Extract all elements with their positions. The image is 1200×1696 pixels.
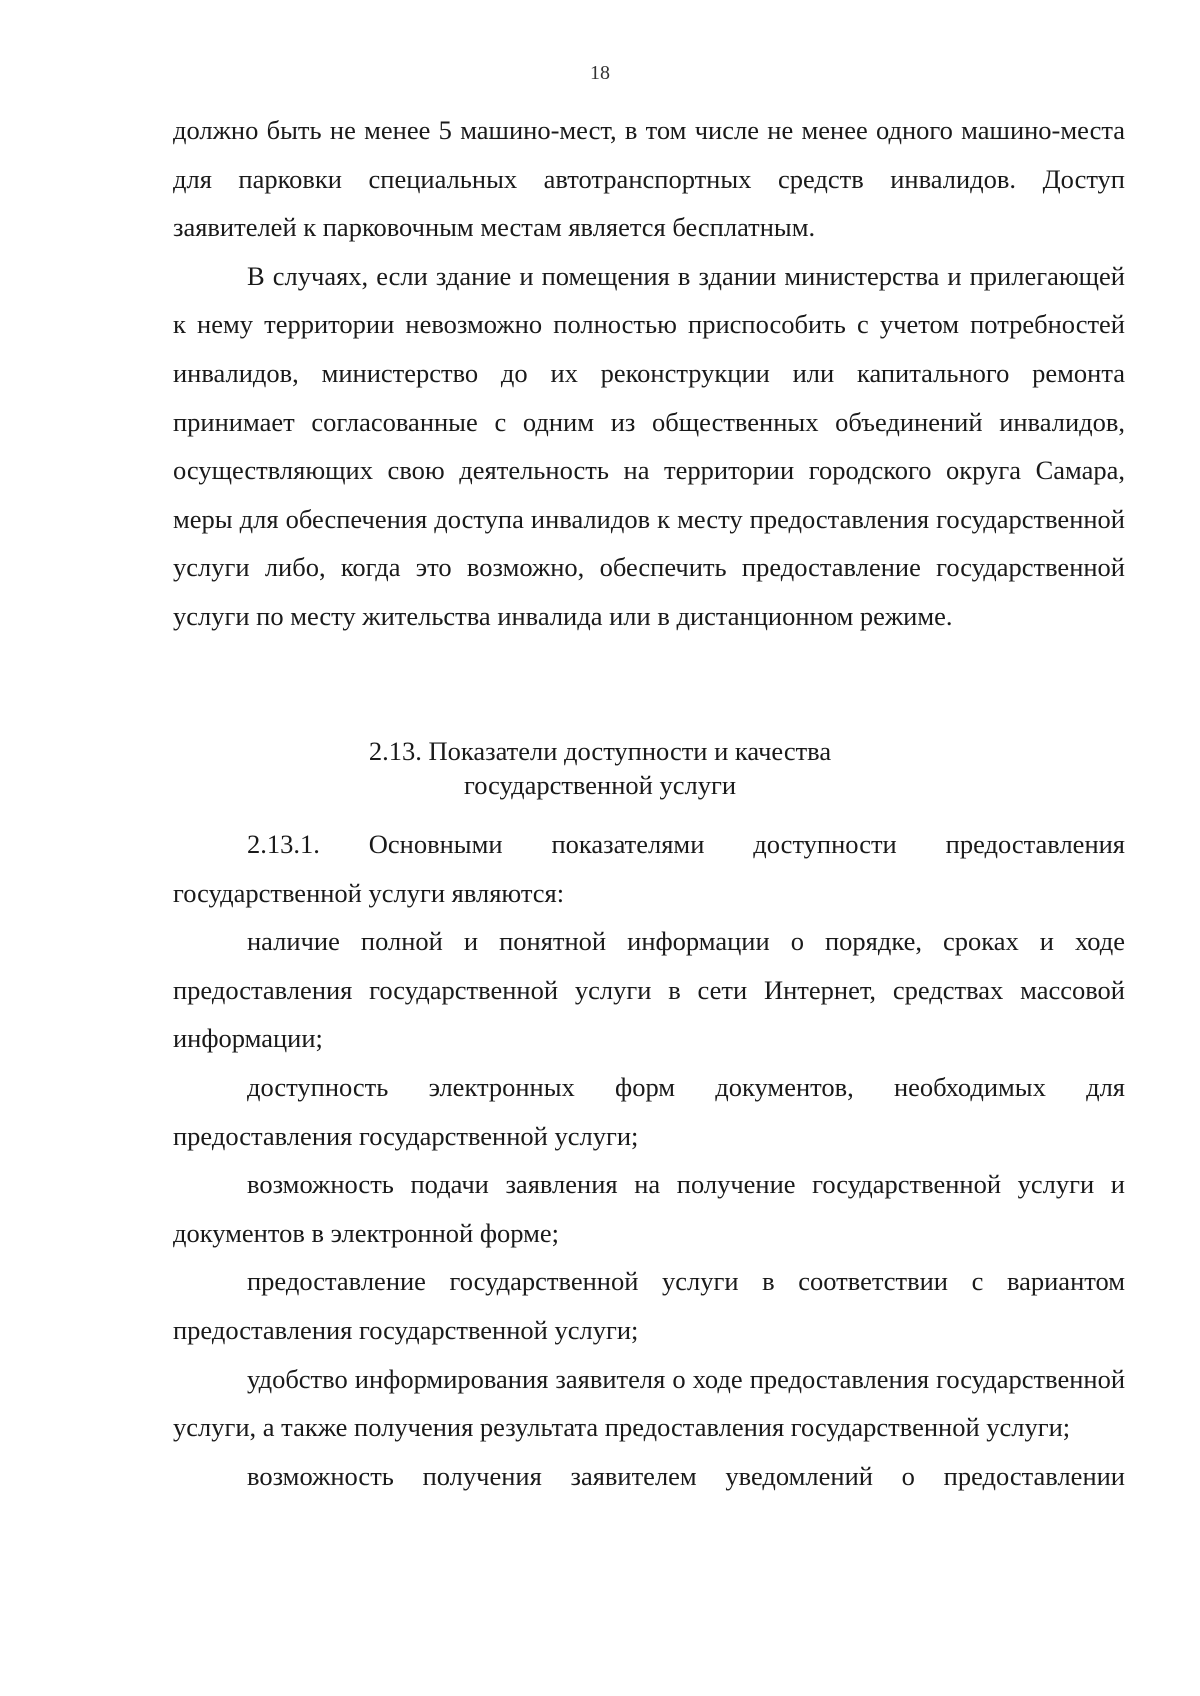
list-item: предоставление государственной услуги в соответствии с вариантом предоставления государственной услуги; (173, 1266, 1125, 1345)
list-item: удобство информирования заявителя о ходе предоставления государственной услуги, а также получения результата предоставления государственной услуги; (173, 1363, 1125, 1443)
list-item: доступность электронных форм документов, необходимых для предоставления государственной услуги; (173, 1071, 1125, 1151)
clause-2-13-1: 2.13.1. Основными показателями доступности предоставления государственной услуги являются: (173, 829, 1125, 908)
list-item: возможность подачи заявления на получение государственной услуги и документов в электронной форме; (173, 1169, 1125, 1248)
accessibility-paragraph: В случаях, если здание и помещения в здании министерства и прилегающей к нему территории невозможно полностью приспособить с учетом потребностей инвалидов, министерство до их реконструкции или капитального ремонта принимает согласованные с одним из общественных объединений инвалидов, осуществляющих свою деятельность на территории городского округа Самара, меры для обеспечения доступа инвалидов к месту предоставления государственной услуги либо, когда это возможно, обеспечить предоставление государственной услуги по месту жительства инвалида или в дистанционном режиме. (173, 260, 1125, 631)
section-heading (0, 734, 1200, 802)
continuation-paragraph: должно быть не менее 5 машино-мест, в том числе не менее одного машино-места для парковки специальных автотранспортных средств инвалидов. Доступ заявителей к парковочным местам является бесплатным. (173, 115, 1125, 243)
section-heading-line-1: 2.13. Показатели доступности и качества (368, 736, 832, 766)
list-item: возможность получения заявителем уведомлений о предоставлении (247, 1460, 1125, 1491)
body-block (173, 820, 1125, 1500)
intro-block (173, 106, 1125, 641)
page-number: 18 (590, 62, 610, 84)
section-heading-line-2: государственной услуги (463, 770, 737, 800)
list-item: наличие полной и понятной информации о порядке, сроках и ходе предоставления государственной услуги в сети Интернет, средствах массовой информации; (173, 926, 1125, 1054)
